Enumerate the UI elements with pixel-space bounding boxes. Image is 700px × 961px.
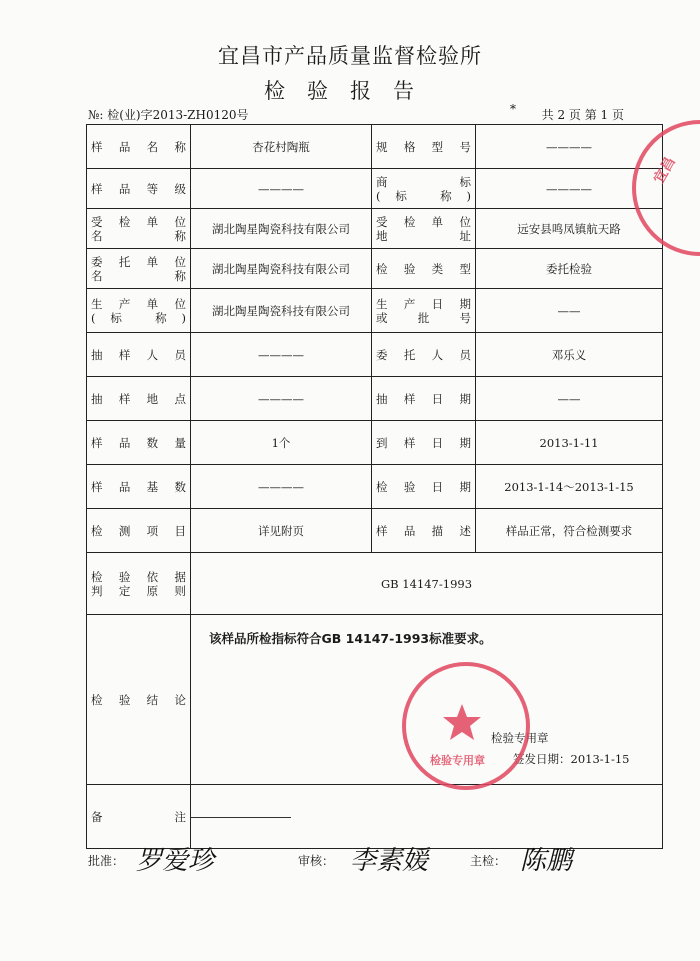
test-date-label: 检验日期 [372, 465, 476, 509]
client-value: 湖北陶星陶瓷科技有限公司 [191, 249, 372, 289]
sign-date: 签发日期：2013-1-15 [513, 752, 630, 766]
grade-label: 样品等级 [87, 169, 191, 209]
sampler-label: 抽样人员 [87, 333, 191, 377]
remark-dash [191, 817, 291, 818]
client-label [87, 249, 191, 289]
basis-label-1: 检验依据 [91, 569, 186, 584]
grade-value: ———— [191, 169, 372, 209]
org-title: 宜昌市产品质量监督检验所 [218, 44, 482, 68]
test-type-value: 委托检验 [476, 249, 663, 289]
spec-label: 规格型号 [372, 125, 476, 169]
client-label-2: 名 称 [91, 268, 186, 283]
sample-place-value: ———— [191, 377, 372, 421]
sample-name-label: 样品名称 [87, 125, 191, 169]
qty-value: 1个 [191, 421, 372, 465]
items-label: 检测项目 [87, 509, 191, 553]
stamp-sub-text: 检验专用章 [430, 754, 485, 767]
signature-row [88, 846, 688, 886]
arrival-date-label: 到样日期 [372, 421, 476, 465]
trademark-label [372, 169, 476, 209]
review-signature: 李素媛 [350, 846, 429, 876]
producer-label-2: (标 称) [91, 310, 186, 325]
sample-place-label: 抽样地点 [87, 377, 191, 421]
report-table [86, 124, 663, 849]
desc-value: 样品正常，符合检测要求 [476, 509, 663, 553]
conclusion-label: 检验结论 [87, 615, 191, 785]
prod-date-value: —— [476, 289, 663, 333]
prod-date-label-2: 或批号 [376, 310, 471, 325]
inspected-unit-label [87, 209, 191, 249]
stamp-star-icon [442, 702, 482, 742]
entrust-person-value: 邓乐义 [476, 333, 663, 377]
qty-label: 样品数量 [87, 421, 191, 465]
test-type-label: 检验类型 [372, 249, 476, 289]
producer-label-1: 生产单位 [91, 296, 186, 311]
producer-label [87, 289, 191, 333]
page-info: 共 2 页 第 1 页 [541, 108, 624, 122]
inspected-unit: 湖北陶星陶瓷科技有限公司 [191, 209, 372, 249]
sample-date-label: 抽样日期 [372, 377, 476, 421]
report-title: 检验报告 [264, 79, 436, 103]
basis-label-2: 判定原则 [91, 583, 186, 598]
inspected-addr: 远安县鸣凤镇航天路 [476, 209, 663, 249]
approve-signature: 罗爱珍 [136, 846, 215, 876]
conclusion-text: 该样品所检指标符合GB 14147-1993标准要求。 [209, 631, 492, 646]
remark-label: 备 注 [87, 785, 191, 849]
edge-stamp-text: 宜昌 [650, 154, 679, 187]
sampler-value: ———— [191, 333, 372, 377]
inspected-addr-label-2: 地 址 [376, 228, 471, 243]
arrival-date-value: 2013-1-11 [476, 421, 663, 465]
chief-signature: 陈鹏 [520, 846, 573, 876]
trademark-label-1: 商 标 [376, 174, 471, 189]
client-label-1: 委托单位 [91, 254, 186, 269]
inspected-addr-label-1: 受检单位 [376, 214, 471, 229]
items-value: 详见附页 [191, 509, 372, 553]
review-label: 审核： [298, 854, 335, 868]
chief-label: 主检： [470, 854, 507, 868]
mark-dot: * [510, 102, 516, 116]
inspected-unit-label-2: 名 称 [91, 228, 186, 243]
remark-cell [191, 785, 663, 849]
spec-value: ———— [476, 125, 663, 169]
sample-date-value: —— [476, 377, 663, 421]
basis-label [87, 553, 191, 615]
test-date-value: 2013-1-14～2013-1-15 [476, 465, 663, 509]
report-number: №: 检(业)字2013-ZH0120号 [88, 108, 249, 122]
seal-label: 检验专用章 [491, 731, 549, 745]
base-label: 样品基数 [87, 465, 191, 509]
desc-label: 样品描述 [372, 509, 476, 553]
inspected-unit-label-1: 受检单位 [91, 214, 186, 229]
approve-label: 批准： [88, 854, 125, 868]
base-value: ———— [191, 465, 372, 509]
inspected-addr-label [372, 209, 476, 249]
prod-date-label-1: 生产日期 [376, 296, 471, 311]
prod-date-label [372, 289, 476, 333]
trademark-value: ———— [476, 169, 663, 209]
producer-value: 湖北陶星陶瓷科技有限公司 [191, 289, 372, 333]
entrust-person-label: 委托人员 [372, 333, 476, 377]
trademark-label-2: (标 称) [376, 188, 471, 203]
basis-value: GB 14147-1993 [191, 553, 663, 615]
sample-name: 杏花村陶瓶 [191, 125, 372, 169]
